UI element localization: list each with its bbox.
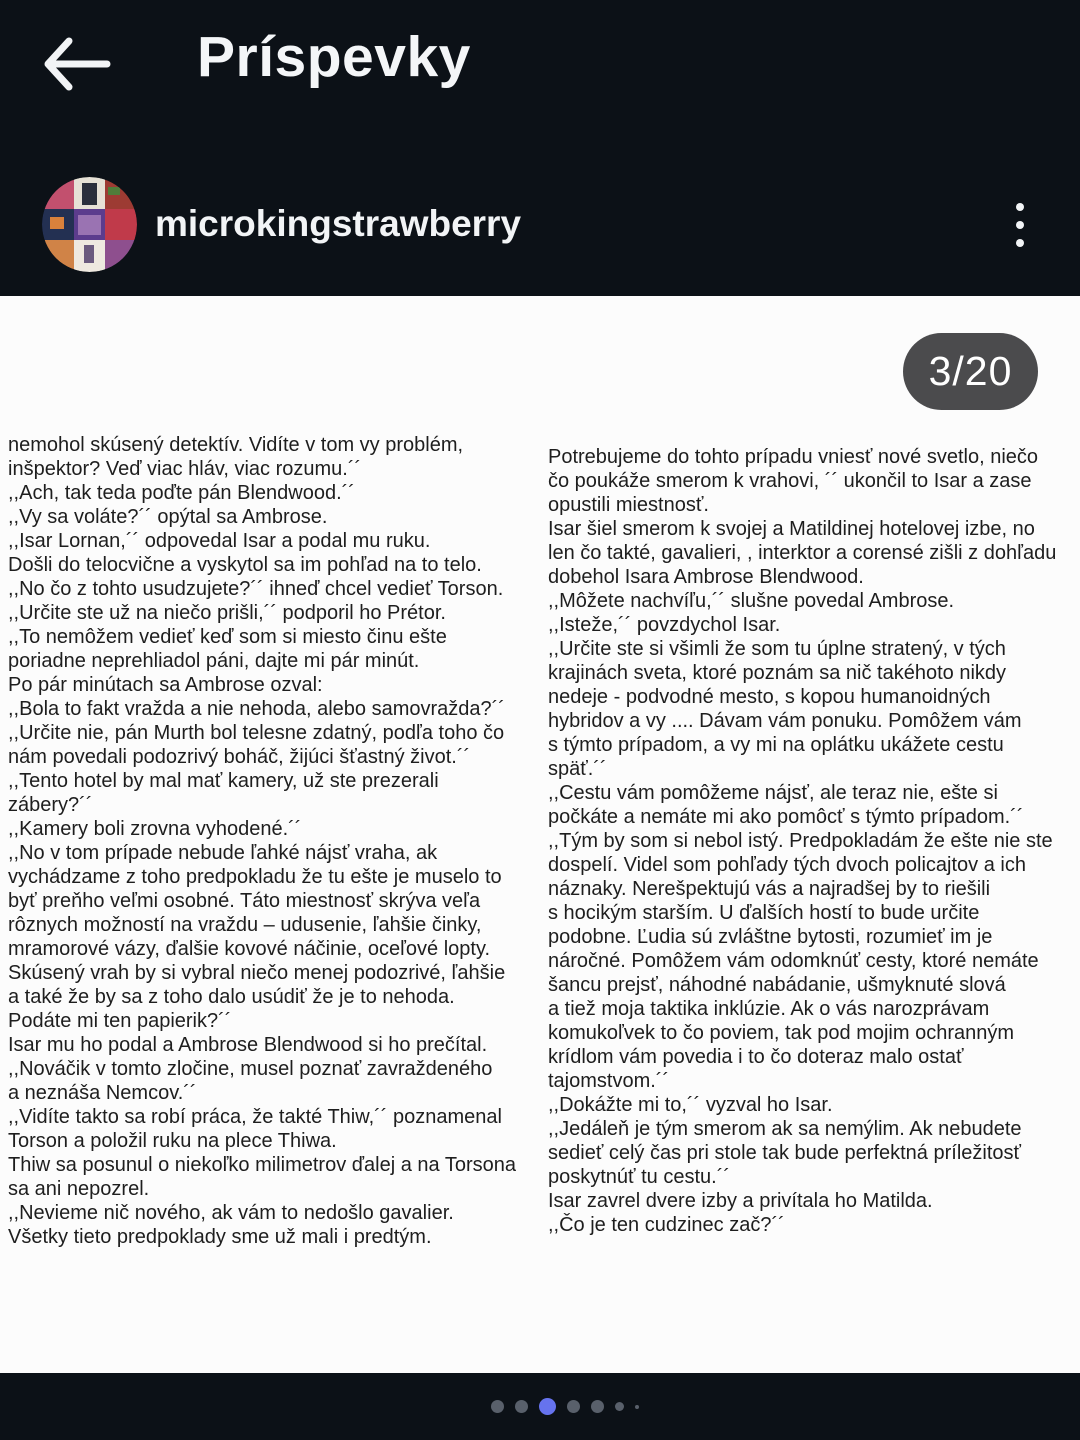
text-line: ,,Môžete nachvíľu,´´ slušne povedal Ambrose.	[548, 590, 955, 612]
text-line: ,,Isar Lornan,´´ odpovedal Isar a podal mu ruku.	[8, 530, 431, 552]
bottom-bar	[0, 1373, 1080, 1440]
back-button[interactable]	[38, 34, 118, 98]
text-line: Podáte mi ten papierik?´´	[8, 1010, 232, 1032]
text-line: Isar šiel smerom k svojej a Matildinej hotelovej izbe, no	[548, 518, 1035, 540]
text-line: Potrebujeme do tohto prípadu vniesť nové svetlo, niečo	[548, 446, 1039, 468]
text-line: ,,No v tom prípade nebude ľahké nájsť vraha, ak	[8, 842, 438, 864]
text-line: s týmto prípadom, a vy mi na oplátku ukážete cestu	[548, 734, 1004, 756]
text-line: Po pár minútach sa Ambrose ozval:	[8, 674, 323, 696]
text-line: komukoľvek to čo poviem, tak pod mojim ochranným	[548, 1022, 1015, 1044]
page-counter-badge: 3/20	[903, 333, 1038, 410]
text-line: ,,Vy sa voláte?´´ opýtal sa Ambrose.	[8, 506, 328, 528]
text-line: vychádzame z toho predpokladu že tu ešte je muselo to	[8, 866, 502, 888]
text-line: hybridov a vy .... Dávam vám ponuku. Pomôžem vám	[548, 710, 1022, 732]
text-line: náznaky. Nerešpektujú vás a najradšej by to riešili	[548, 878, 991, 900]
text-line: ,,Nováčik v tomto zločine, musel poznať zavraždeného	[8, 1058, 493, 1080]
text-line: Došli do telocvične a vyskytol sa im pohľad na to telo.	[8, 554, 482, 576]
username[interactable]: microkingstrawberry	[155, 203, 522, 244]
text-line: počkáte a nemáte mi ako pomôcť s týmto prípadom.´´	[548, 806, 1024, 828]
text-line: rôznych možností na vraždu – udusenie, ľahšie činky,	[8, 914, 482, 936]
text-line: ,,Ach, tak teda poďte pán Blendwood.´´	[8, 482, 355, 504]
text-line: mramorové vázy, ďalšie kovové náčinie, oceľové lopty.	[8, 938, 491, 960]
text-line: krajinách sveta, ktoré poznám sa nič takéhoto nikdy	[548, 662, 1007, 684]
text-line: čo poukáže smerom k vrahovi, ´´ ukončil to Isar a zase	[548, 470, 1032, 492]
text-line: s hocikým starším. U ďalších hostí to bude určite	[548, 902, 980, 924]
ellipsis-dot	[1016, 239, 1024, 247]
text-line: ,,Vidíte takto sa robí práca, že takté Thiw,´´ poznamenal	[8, 1106, 502, 1128]
text-line: ,,No čo z tohto usudzujete?´´ ihneď chcel vedieť Torson.	[8, 578, 504, 600]
ellipsis-dot	[1016, 203, 1024, 211]
text-line: ,,Určite ste už na niečo prišli,´´ podporil ho Prétor.	[8, 602, 446, 624]
text-line: poskytnúť tu cestu.´´	[548, 1166, 731, 1188]
text-line: späť.´´	[548, 758, 607, 780]
text-line: ,,Nevieme nič nového, ak vám to nedošlo gavalier.	[8, 1202, 454, 1224]
text-line: ,,Bola to fakt vražda a nie nehoda, alebo samovražda?´´	[8, 698, 505, 720]
text-line: len čo takté, gavalieri, , interktor a corensé zišli z dohľadu	[548, 542, 1057, 564]
text-line: ,,Cestu vám pomôžeme nájsť, ale teraz nie, ešte si	[548, 782, 998, 804]
text-line: nemohol skúsený detektív. Vidíte v tom vy problém,	[8, 434, 464, 456]
text-line: Thiw sa posunul o niekoľko milimetrov ďalej a na Torsona	[8, 1154, 517, 1176]
back-arrow-icon	[41, 36, 115, 97]
text-line: ,,Isteže,´´ povzdychol Isar.	[548, 614, 781, 636]
text-line: ,,Čo je ten cudzinec zač?´´	[548, 1214, 785, 1236]
text-line: poriadne neprehliadol páni, dajte mi pár minút.	[8, 650, 420, 672]
text-line: ,,Tento hotel by mal mať kamery, už ste prezerali	[8, 770, 439, 792]
text-line: ,,Dokážte mi to,´´ vyzval ho Isar.	[548, 1094, 833, 1116]
carousel-dot	[635, 1405, 639, 1409]
carousel-dot	[567, 1400, 580, 1413]
text-line: zábery?´´	[8, 794, 93, 816]
carousel-dot-active	[539, 1398, 556, 1415]
carousel-dot	[615, 1402, 624, 1411]
text-line: Isar mu ho podal a Ambrose Blendwood si ho prečítal.	[8, 1034, 488, 1056]
text-line: ,,Tým by som si nebol istý. Predpokladám že ešte nie ste	[548, 830, 1053, 852]
text-line: sa ani nepozrel.	[8, 1178, 150, 1200]
text-line: byť preňho veľmi osobné. Táto miestnosť skrýva veľa	[8, 890, 481, 912]
carousel-dots	[25, 1373, 1080, 1440]
text-line: náročné. Pomôžem vám odomknúť cesty, ktoré nemáte	[548, 950, 1039, 972]
text-line: podobne. Ľudia sú zvláštne bytosti, rozumieť im je	[548, 926, 993, 948]
header-bar	[0, 0, 1080, 296]
text-line: Skúsený vrah by si vybral niečo menej podozrivé, ľahšie	[8, 962, 506, 984]
text-line: a neznáša Nemcov.´´	[8, 1082, 197, 1104]
text-line: a tiež moja taktika inklúzie. Ak o vás narozprávam	[548, 998, 990, 1020]
text-line: tajomstvom.´´	[548, 1070, 670, 1092]
more-options-button[interactable]	[999, 192, 1041, 258]
carousel-dot	[591, 1400, 604, 1413]
text-columns	[0, 433, 1080, 1249]
text-column-right	[540, 433, 1080, 1249]
text-line: ,,To nemôžem vedieť keď som si miesto činu ešte	[8, 626, 447, 648]
text-line: dospelí. Videl som pohľady tých dvoch policajtov a ich	[548, 854, 1026, 876]
text-line: ,,Jedáleň je tým smerom ak sa nemýlim. Ak nebudete	[548, 1118, 1022, 1140]
text-line: ,,Kamery boli zrovna vyhodené.´´	[8, 818, 302, 840]
text-line: inšpektor? Veď viac hláv, viac rozumu.´´	[8, 458, 362, 480]
text-column-left	[0, 433, 540, 1249]
text-line: nedeje - podvodné mesto, s kopou humanoidných	[548, 686, 991, 708]
text-line: dobehol Isara Ambrose Blendwood.	[548, 566, 864, 588]
carousel-dot	[491, 1400, 504, 1413]
text-line: šancu prejsť, náhodné nabádanie, ušmyknuté slová	[548, 974, 1006, 996]
avatar[interactable]	[42, 177, 137, 272]
text-line: sedieť celý čas pri stole tak bude perfektná príležitosť	[548, 1142, 1022, 1164]
text-line: ,,Určite ste si všimli že som tu úplne stratený, v tých	[548, 638, 1006, 660]
post-image[interactable]	[0, 296, 1080, 1373]
text-line: Isar zavrel dvere izby a privítala ho Matilda.	[548, 1190, 933, 1212]
page-title: Príspevky	[197, 25, 471, 89]
text-line: ,,Určite nie, pán Murth bol telesne zdatný, podľa toho čo	[8, 722, 505, 744]
text-line: krídlom vám povedia i to čo doteraz malo ostať	[548, 1046, 964, 1068]
text-line: Všetky tieto predpoklady sme už mali i predtým.	[8, 1226, 432, 1248]
ellipsis-dot	[1016, 221, 1024, 229]
text-line: Torson a položil ruku na plece Thiwa.	[8, 1130, 337, 1152]
text-line: nám povedali podozrivý boháč, žijúci šťastný život.´´	[8, 746, 471, 768]
text-line: opustili miestnosť.	[548, 494, 709, 516]
carousel-dot	[515, 1400, 528, 1413]
text-line: a také že by sa z toho dalo usúdiť že je to nehoda.	[8, 986, 455, 1008]
